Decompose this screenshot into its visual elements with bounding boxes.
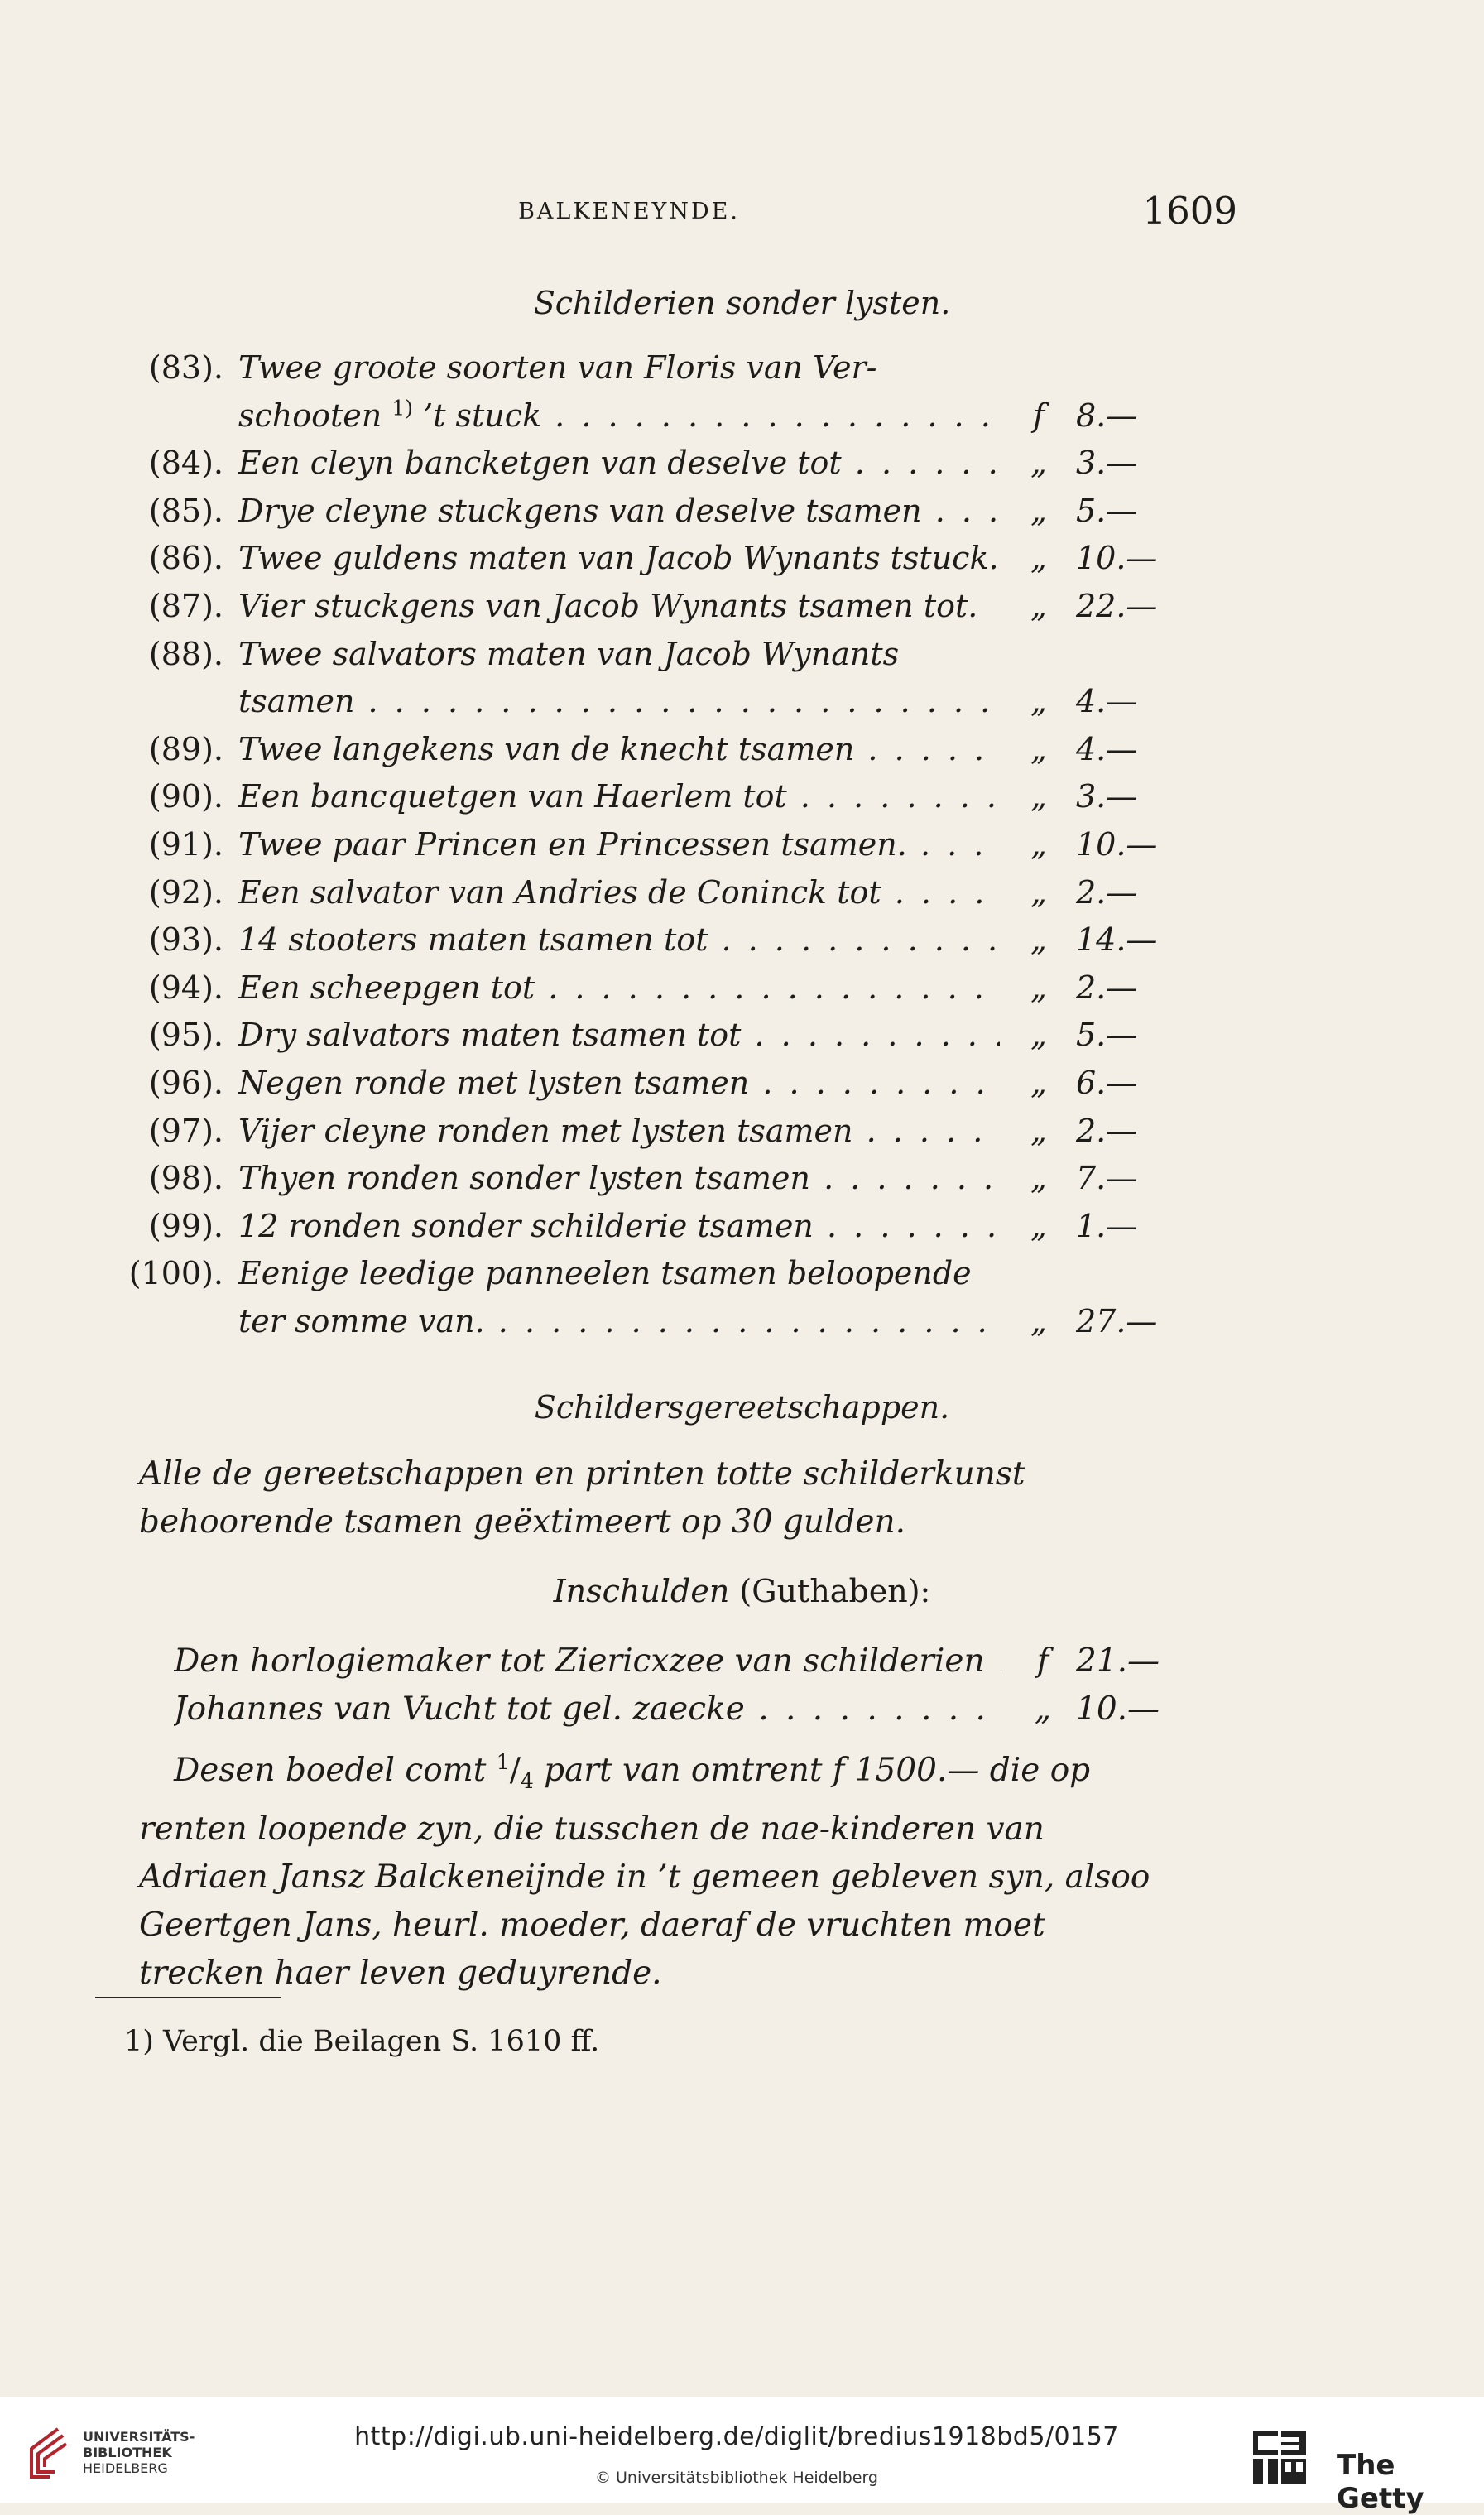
entry-number: (86). (148, 540, 223, 576)
entry-text (238, 349, 1000, 386)
entry-currency: „ (1030, 778, 1047, 815)
entry-line (0, 874, 1484, 922)
entry-currency: „ (1030, 493, 1047, 529)
debt-currency: f (1036, 1642, 1049, 1680)
footer-bar (0, 2397, 1484, 2515)
entry-currency: f (1032, 397, 1045, 434)
university-library-logo-icon (17, 2424, 74, 2482)
fraction-denominator: 4 (520, 1768, 534, 1793)
entry-amount: 14.— (1076, 921, 1158, 958)
section-title-inschulden (0, 1573, 1484, 1609)
entry-currency: „ (1030, 826, 1047, 863)
entry-text (238, 1160, 1000, 1196)
entry-text (238, 683, 1000, 719)
entry-number: (100). (128, 1255, 223, 1291)
entry-text-main: Twee salvators maten van Jacob Wynants (238, 636, 900, 672)
entry-currency: „ (1030, 1208, 1047, 1244)
debt-text (174, 1642, 1001, 1680)
entry-text (238, 1065, 1000, 1101)
running-head (0, 189, 1484, 238)
entry-text (238, 731, 1000, 767)
entry-text (238, 493, 1000, 529)
debt-currency: „ (1034, 1690, 1052, 1728)
entry-number: (87). (148, 588, 223, 624)
entry-currency: „ (1030, 1017, 1047, 1053)
entry-number: (94). (148, 969, 223, 1006)
entry-currency: „ (1030, 683, 1047, 719)
entry-currency: „ (1030, 731, 1047, 767)
section-title-schilderien: Schilderien sonder lysten. (533, 285, 951, 321)
debt-text-main: Johannes van Vucht tot gel. zaecke (174, 1690, 745, 1728)
entry-text-main: Vier stuckgens van Jacob Wynants tsamen tot. (238, 588, 978, 624)
entry-text (238, 1113, 1000, 1149)
entry-amount: 4.— (1076, 731, 1138, 767)
leader-end (1003, 1686, 1024, 1736)
entry-line (0, 1160, 1484, 1208)
entry-number: (96). (148, 1065, 223, 1101)
entry-amount: 2.— (1076, 1113, 1138, 1149)
entry-line (0, 731, 1484, 779)
entry-line (0, 588, 1484, 636)
getty-logo-icon (1250, 2427, 1309, 2487)
entry-amount: 6.— (1076, 1065, 1138, 1101)
entry-text (238, 1303, 1000, 1339)
entry-text (238, 636, 1000, 672)
entry-currency: „ (1030, 969, 1047, 1006)
entry-text (238, 826, 1000, 863)
entry-currency: „ (1030, 1160, 1047, 1196)
entry-line (0, 921, 1484, 969)
entry-text-main: schooten (238, 397, 382, 434)
entry-text-main: Twee groote soorten van Floris van Ver- (238, 349, 877, 386)
page-number: 1609 (1142, 189, 1237, 233)
entry-number: (91). (148, 826, 223, 863)
running-title: BALKENEYNDE. (518, 199, 740, 224)
gereetschappen-paragraph: Alle de gereetschappen en printen totte schilderkunst behoorende tsamen geëxtimeert op 30 gulden. (139, 1455, 1025, 1541)
library-line-2: BIBLIOTHEK (83, 2445, 172, 2460)
entry-amount: 2.— (1076, 874, 1138, 911)
entry-text (238, 874, 1000, 911)
entry-text-main: 14 stooters maten tsamen tot (238, 921, 708, 958)
entry-text-main: Eenige leedige panneelen tsamen beloopende (238, 1255, 972, 1291)
university-library-name (83, 2429, 195, 2476)
entry-text-main: Twee guldens maten van Jacob Wynants tstuck. (238, 540, 999, 576)
entry-line (0, 349, 1484, 397)
entry-text (238, 778, 1000, 815)
copyright-notice: © Universitätsbibliothek Heidelberg (594, 2469, 878, 2487)
entry-amount: 27.— (1076, 1303, 1158, 1339)
entry-number: (98). (148, 1160, 223, 1196)
entry-number: (84). (148, 445, 223, 481)
entry-number: (88). (148, 636, 223, 672)
getty-name: The Getty (1337, 2449, 1424, 2515)
fraction-numerator: 1 (496, 1750, 510, 1774)
entry-currency: „ (1030, 540, 1047, 576)
entry-text-main: Vijer cleyne ronden met lysten tsamen (238, 1113, 853, 1149)
entry-line (0, 1065, 1484, 1113)
entry-number: (95). (148, 1017, 223, 1053)
entry-text (238, 1017, 1000, 1053)
entry-text-main: Een salvator van Andries de Coninck tot (238, 874, 881, 911)
entry-text (238, 588, 1000, 624)
entry-amount: 3.— (1076, 778, 1138, 815)
entry-number: (83). (148, 349, 223, 386)
entry-amount: 5.— (1076, 493, 1138, 529)
entry-currency: „ (1030, 874, 1047, 911)
entry-text (238, 1255, 1000, 1291)
debt-amount: 21.— (1076, 1642, 1160, 1680)
entry-text (238, 1208, 1000, 1244)
library-line-3: HEIDELBERG (83, 2460, 168, 2476)
section-title-gereetschappen: Schildersgereetschappen. (534, 1389, 950, 1426)
entry-amount: 1.— (1076, 1208, 1138, 1244)
footnote-rule (95, 1997, 281, 1998)
entry-line (0, 1113, 1484, 1161)
entry-amount: 5.— (1076, 1017, 1138, 1053)
entry-text-main: Negen ronde met lysten tsamen (238, 1065, 750, 1101)
entry-number: (89). (148, 731, 223, 767)
entry-amount: 4.— (1076, 683, 1138, 719)
entry-text-main: Een bancquetgen van Haerlem tot (238, 778, 787, 815)
entry-line (0, 540, 1484, 588)
entry-line (0, 1255, 1484, 1303)
leader-end (1003, 1638, 1024, 1688)
entry-text (238, 540, 1000, 576)
entry-currency: „ (1030, 1113, 1047, 1149)
entry-amount: 10.— (1076, 540, 1158, 576)
entry-text (238, 921, 1000, 958)
footnote-ref: 1) (391, 397, 414, 421)
closing-paragraph: Desen boedel comt $^1/_4$ part van omtrent f 1500.— die op renten loopende zyn, die tusschen de nae-kinderen van Adriaen Jansz Balckeneijnde in ’t gemeen gebleven syn, alsoo Geertgen Jans, heurl. moeder, daeraf de vruchten moet trecken haer leven geduyrende. (139, 1750, 1150, 1992)
entry-text-main: Een cleyn bancketgen van deselve tot (238, 445, 842, 481)
entry-text-main: Dry salvators maten tsamen tot (238, 1017, 742, 1053)
entry-number: (85). (148, 493, 223, 529)
entry-line (0, 778, 1484, 826)
entry-line (0, 493, 1484, 541)
entry-text-main: ter somme van. (238, 1303, 485, 1339)
entry-currency: „ (1030, 921, 1047, 958)
entry-line (0, 826, 1484, 874)
entry-currency: „ (1030, 445, 1047, 481)
permalink-url[interactable]: http://digi.ub.uni-heidelberg.de/diglit/bredius1918bd5/0157 (354, 2422, 1119, 2451)
entry-amount: 10.— (1076, 826, 1158, 863)
entry-number: (99). (148, 1208, 223, 1244)
debt-line (0, 1642, 1484, 1690)
entry-amount: 3.— (1076, 445, 1138, 481)
section-title-inschulden-rest: (Guthaben): (739, 1573, 931, 1609)
entry-text-main: Een scheepgen tot (238, 969, 535, 1006)
entry-currency: „ (1030, 588, 1047, 624)
entry-number: (92). (148, 874, 223, 911)
debt-line (0, 1690, 1484, 1738)
entry-line (0, 1017, 1484, 1065)
entry-line (0, 636, 1484, 684)
entry-line (0, 445, 1484, 493)
entry-amount: 2.— (1076, 969, 1138, 1006)
entry-text (238, 397, 1000, 434)
entry-text-tail: ’t stuck (423, 397, 542, 434)
entry-text-main: Twee paar Princen en Princessen tsamen. (238, 826, 907, 863)
debt-text (174, 1690, 1001, 1728)
closing-part1: Desen boedel comt (174, 1752, 497, 1789)
debt-text-main: Den horlogiemaker tot Ziericxzee van schilderien (174, 1642, 985, 1680)
entry-text-main: Drye cleyne stuckgens van deselve tsamen (238, 493, 922, 529)
entry-line (0, 683, 1484, 731)
entry-number: (97). (148, 1113, 223, 1149)
entry-line (0, 969, 1484, 1017)
library-line-1: UNIVERSITÄTS- (83, 2429, 195, 2445)
entry-amount: 7.— (1076, 1160, 1138, 1196)
footnote: 1) Vergl. die Beilagen S. 1610 ff. (124, 2025, 600, 2058)
entry-number: (90). (148, 778, 223, 815)
entry-text (238, 445, 1000, 481)
entry-line (0, 1208, 1484, 1256)
entry-line (0, 1303, 1484, 1351)
entry-text-main: Twee langekens van de knecht tsamen (238, 731, 855, 767)
entry-text (238, 969, 1000, 1006)
debt-amount: 10.— (1076, 1690, 1160, 1728)
entry-amount: 22.— (1076, 588, 1158, 624)
closing-part2: part van omtrent f 1500.— die op renten loopende zyn, die tusschen de nae-kinderen van Adriaen Jansz Balckeneijnde in ’t gemeen gebleven syn, alsoo Geertgen Jans, heurl. moeder, daeraf de vruchten moet trecken haer leven geduyrende. (139, 1752, 1150, 1992)
entry-text-main: Thyen ronden sonder lysten tsamen (238, 1160, 810, 1196)
entry-text-main: tsamen (238, 683, 355, 719)
entry-number: (93). (148, 921, 223, 958)
section-title-inschulden-italic: Inschulden (553, 1573, 730, 1609)
entry-line (0, 397, 1484, 445)
entry-amount: 8.— (1076, 397, 1138, 434)
entry-currency: „ (1030, 1065, 1047, 1101)
entry-currency: „ (1030, 1303, 1047, 1339)
entry-text-main: 12 ronden sonder schilderie tsamen (238, 1208, 814, 1244)
